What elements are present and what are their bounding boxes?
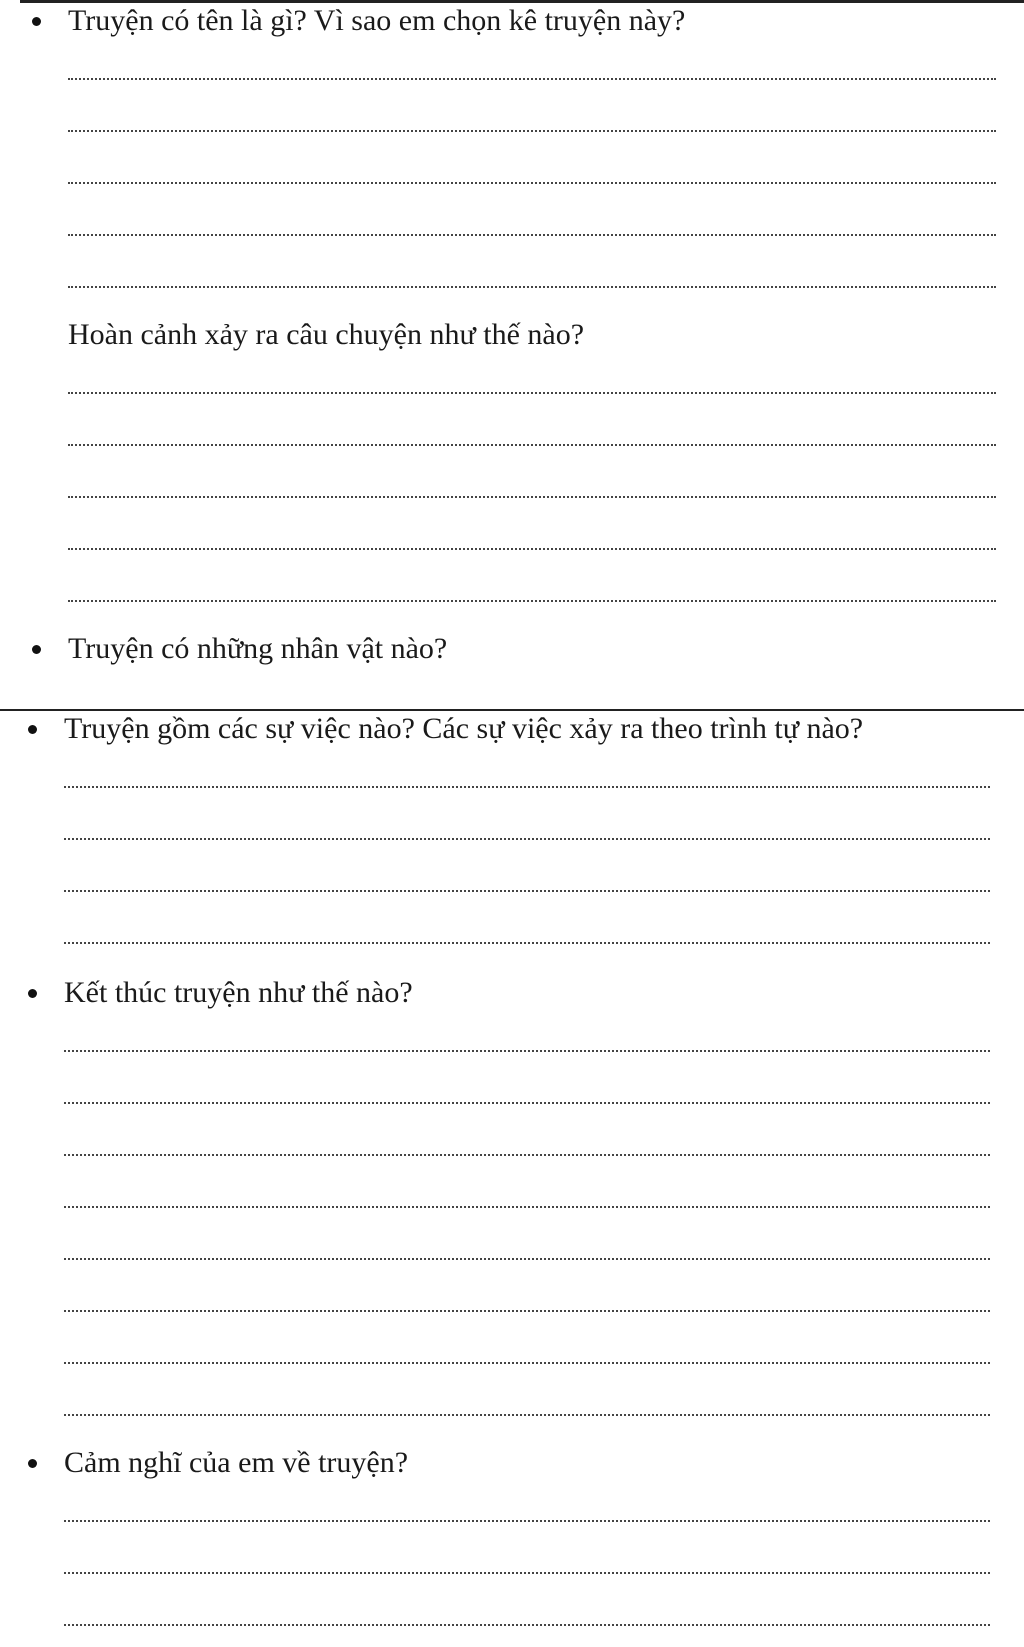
answer-line[interactable] [64,1310,990,1312]
answer-line[interactable] [64,1258,990,1260]
answer-line[interactable] [68,392,996,394]
answer-line[interactable] [64,890,990,892]
answer-line[interactable] [68,444,996,446]
bullet-icon [28,1459,37,1468]
question-text: Cảm nghĩ của em về truyện? [64,1446,409,1479]
answer-line[interactable] [64,1206,990,1208]
answer-line[interactable] [68,496,996,498]
answer-line[interactable] [64,1154,990,1156]
question-text: Kết thúc truyện như thế nào? [64,976,413,1009]
answer-line[interactable] [64,1572,990,1574]
answer-line[interactable] [68,286,996,288]
answer-line[interactable] [64,1624,990,1626]
answer-line[interactable] [64,942,990,944]
answer-line[interactable] [64,1362,990,1364]
answer-line[interactable] [68,182,996,184]
answer-line[interactable] [68,130,996,132]
answer-line[interactable] [64,838,990,840]
question-text: Truyện có tên là gì? Vì sao em chọn kê truyện này? [68,4,686,37]
answer-line[interactable] [64,1414,990,1416]
question-text: Truyện gồm các sự việc nào? Các sự việc xảy ra theo trình tự nào? [64,712,864,745]
answer-line[interactable] [64,1102,990,1104]
bullet-icon [32,17,41,26]
question-text: Hoàn cảnh xảy ra câu chuyện như thế nào? [68,318,585,351]
answer-line[interactable] [64,786,990,788]
question-text: Truyện có những nhân vật nào? [68,632,448,665]
answer-line[interactable] [64,1520,990,1522]
bullet-icon [28,989,37,998]
bullet-icon [32,645,41,654]
bullet-icon [28,725,37,734]
answer-line[interactable] [68,78,996,80]
answer-line[interactable] [68,234,996,236]
answer-line[interactable] [64,1050,990,1052]
answer-line[interactable] [68,548,996,550]
answer-line[interactable] [68,600,996,602]
